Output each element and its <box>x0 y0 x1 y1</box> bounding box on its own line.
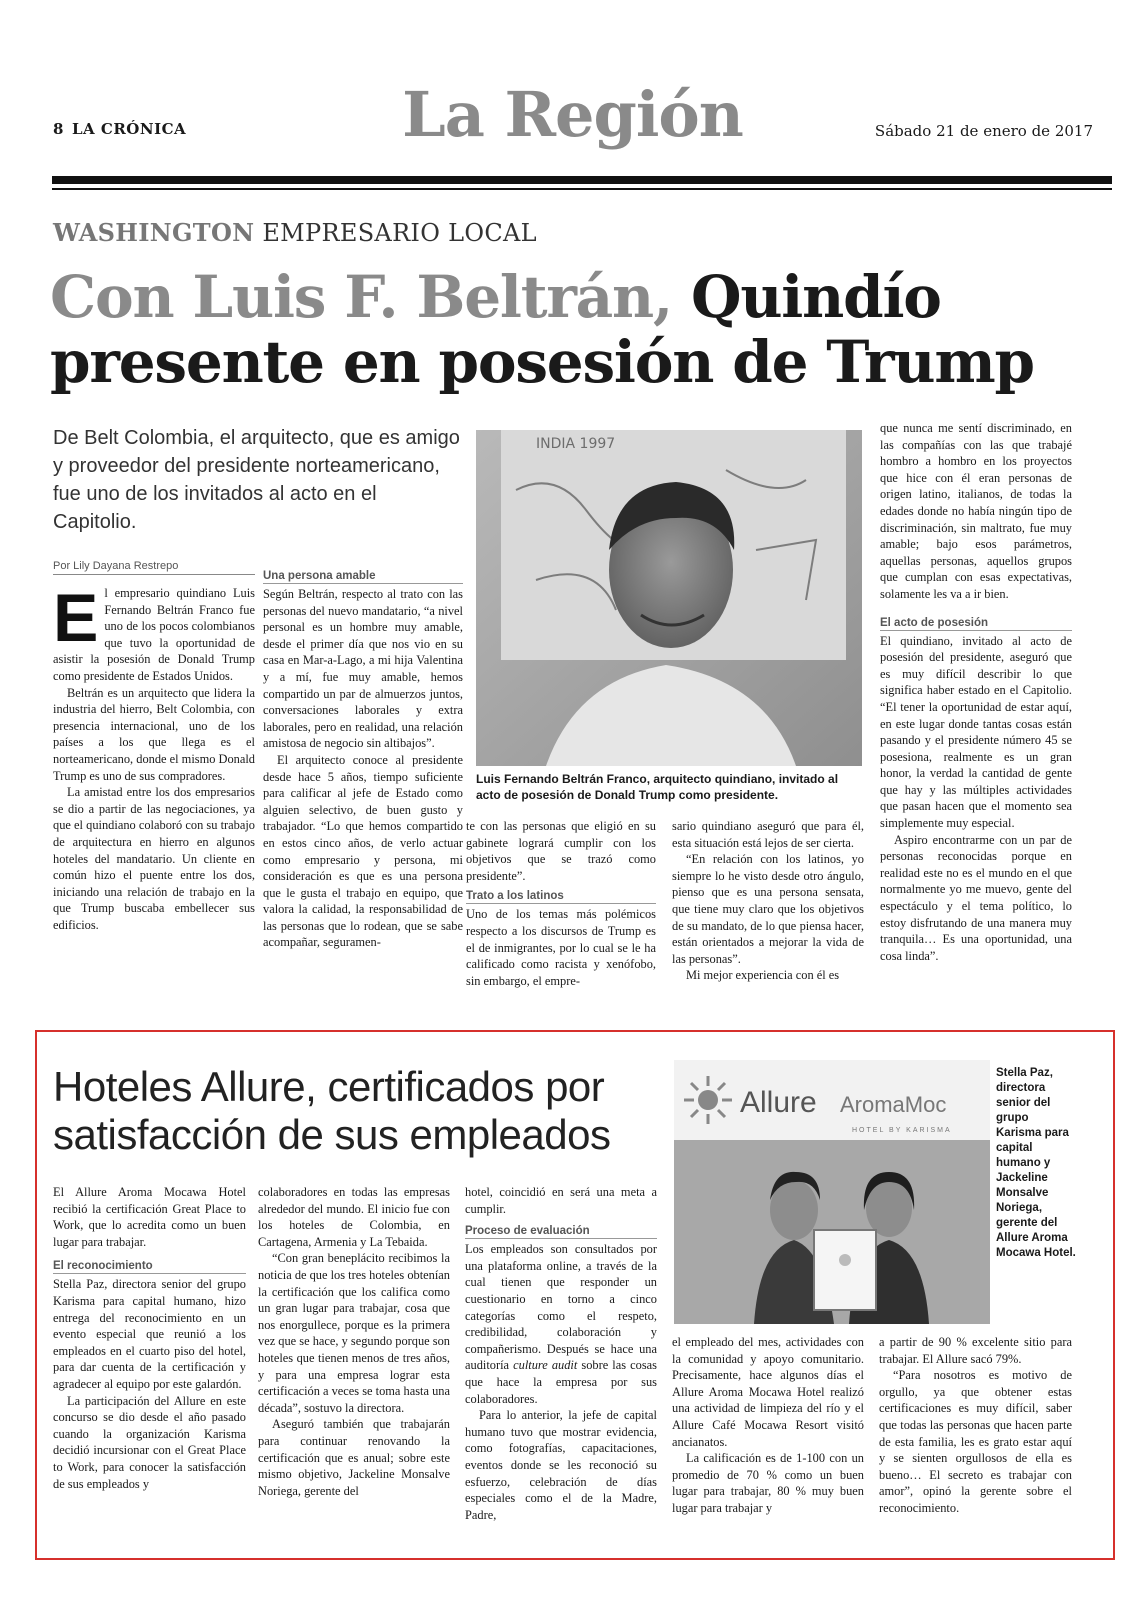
publication-name: LA CRÓNICA <box>72 120 187 138</box>
main-headline <box>50 265 1120 395</box>
article1-column-3 <box>466 818 656 989</box>
article2-column-4 <box>672 1334 864 1517</box>
paragraph: Uno de los temas más polémicos respecto a los discursos de Trump es el de inmigrantes, por lo cual se le ha calificado como racista y xenófobo, sin embargo, el empre- <box>466 907 656 988</box>
subheading: Una persona amable <box>263 570 463 584</box>
paragraph <box>465 1241 657 1407</box>
paragraph: Según Beltrán, respecto al trato con las personas del nuevo mandatario, “a nivel personal es un hombre muy amable, desde el primer día que nos vio en su casa en Mar-a-Lago, a mi hija Valentina y a mí, fue muy amable, hemos compartido un par de almuerzos juntos, conversaciones laborales y extra laborales, pero en realidad, una relación amistosa de negocio sin altibajos”. <box>263 587 463 751</box>
emphasis: culture audit <box>513 1358 578 1373</box>
paragraph: te con las personas que eligió en su gabinete logrará cumplir con los objetivos que se trazó como presidente”. <box>466 819 656 883</box>
page-number: 8 <box>53 120 64 138</box>
article1-column-1 <box>53 580 255 933</box>
paragraph: El quindiano, invitado al acto de posesión del presidente, aseguró que es muy difícil describir lo que significa haber estado en el Capitolio. “El tener la oportunidad de estar aquí, en este lugar donde tantas cosas están pasando y el presidente número 45 se posesiona, realmente es un gran honor, la verdad la cantidad de gente que hay y las múltiples actividades que pasan hacen que el momento sea simplemente muy especial. <box>880 633 1072 831</box>
paragraph: El Allure Aroma Mocawa Hotel recibió la certificación Great Place to Work, que lo acredita como un buen lugar para trabajar. <box>53 1185 246 1249</box>
paragraph: a partir de 90 % excelente sitio para trabajar. El Allure sacó 79%. <box>879 1335 1072 1366</box>
paragraph: La participación del Allure en este concurso se dio desde el año pasado cuando la organización Karisma decidió incursionar con el Great Place to Work, para conocer la satisfacción de sus empleados y <box>53 1393 246 1491</box>
article2-column-1 <box>53 1184 246 1492</box>
subheading: Trato a los latinos <box>466 890 656 904</box>
paragraph: La amistad entre los dos empresarios se dio a partir de las negociaciones, ya que el quindiano colaboró con su trabajo de arquitectura en hierro en algunos hoteles del mandatario. Un cliente en común hizo el puente entre los dos, iniciando una relación de trabajo en la que Trump buscaba embellecer sus edificios. <box>53 785 255 932</box>
paragraph: Mi mejor experiencia con él es <box>686 968 840 983</box>
issue-date: Sábado 21 de enero de 2017 <box>874 122 1093 140</box>
kicker-place: WASHINGTON <box>53 218 255 247</box>
kicker-topic: EMPRESARIO LOCAL <box>262 219 537 247</box>
sunburst-logo-icon <box>684 1076 732 1124</box>
paragraph: colaboradores en todas las empresas alrededor del mundo. El inicio fue con los hoteles de Colombia, en Cartagena, Armenia y La Tebaida. <box>258 1185 450 1249</box>
article1-column-5 <box>880 420 1072 964</box>
paragraph: “Con gran beneplácito recibimos la noticia de que los tres hoteles obtenían la certificación que los califica como un gran lugar para trabajar, cosa que nos enorgullece, porque es la primera vez que se hace, y segundo porque son hoteles que tienen menos de tres años, y para una empresa lograr esta certificación a veces se toma hasta una década”, sostuvo la directora. <box>258 1251 451 1415</box>
paragraph: “En relación con los latinos, yo siempre lo he visto desde otro ángulo, pienso que es una persona sensata, que tiene muy claro que los objetivos de su mandato, de lo que piensa hacer, están orientados a mejorar la vida de las personas”. <box>672 852 864 966</box>
headline-black-1: Quindío <box>691 263 941 331</box>
paragraph: Aseguró también que trabajarán para continuar renovando la certificación que es anual; sobre este mismo objetivo, Jackeline Monsalve Noriega, gerente del <box>258 1417 450 1498</box>
headline-black-2: presente en posesión de Trump <box>50 328 1034 396</box>
article2-column-5 <box>879 1334 1072 1517</box>
paragraph: Para lo anterior, la jefe de capital humano tuvo que mostrar evidencia, como fotografías, capacitaciones, eventos donde se les reconoció su esfuerzo, celebración de días especiales como el de la Madre, Padre, <box>465 1408 657 1522</box>
paragraph: Stella Paz, directora senior del grupo Karisma para capital humano, hizo entrega del reconocimiento en un evento especial que reunió a los empleados en el cuarto piso del hotel, para dar cuenta de la certificación y agradecer al equipo por este galardón. <box>53 1277 246 1391</box>
photo-caption: Stella Paz, directora senior del grupo Karisma para capital humano y Jackeline Monsalve Noriega, gerente del Allure Aroma Mocawa Hotel. <box>996 1067 1076 1259</box>
text-run: sobre las cosas que hace la empresa por sus colaboradores. <box>465 1358 657 1406</box>
subheading: Proceso de evaluación <box>465 1225 657 1239</box>
portrait-photo <box>476 430 862 766</box>
paragraph: hotel, coincidió en será una meta a cumplir. <box>465 1185 657 1216</box>
kicker <box>53 218 537 247</box>
paragraph: sario quindiano aseguró que para él, esta situación está lejos de ser cierta. <box>672 819 864 850</box>
paragraph: La calificación es de 1-100 con un promedio de 70 % como un buen lugar para trabajar, 80 % muy buen lugar para trabajar y <box>672 1451 864 1515</box>
sign-sub: HOTEL BY KARISMA <box>852 1127 952 1134</box>
subheading: El reconocimiento <box>53 1260 246 1274</box>
header-rule-thin <box>52 188 1112 190</box>
section-title: La Región <box>402 78 743 151</box>
deck: De Belt Colombia, el arquitecto, que es amigo y proveedor del presidente norteamericano, fue uno de los invitados al acto en el Capitolio. <box>53 427 460 533</box>
paragraph: “Para nosotros es motivo de orgullo, ya que obtener estas certificaciones es muy difícil, saber que todas las personas que hacen parte de esta familia, les es grato estar aquí y se sienten orgullosos de ella es bueno… El secreto es trabajar con amor”, opinó la gerente sobre el reconocimiento. <box>879 1368 1072 1515</box>
whiteboard-text: INDIA 1997 <box>536 436 616 452</box>
drop-cap: E <box>53 580 99 656</box>
headline-gray: Con Luis F. Beltrán, <box>50 263 673 331</box>
article2-headline: Hoteles Allure, certificados por satisfacción de sus empleados <box>53 1063 611 1158</box>
header-rule <box>52 176 1112 184</box>
paragraph: El arquitecto conoce al presidente desde hace 5 años, tiempo suficiente para calificar al jefe de Estado como alguien selectivo, de buen gusto y trabajador. “Lo que hemos compartido en estos cinco años, de verlo actuar como empresario y persona, mi consideración es que es una persona que le gusta el trabajo en equipo, que valora la calidad, la responsabilidad de las personas que lo rodean, que se sabe acompañar, seguramen- <box>263 752 463 950</box>
article2-column-2 <box>258 1184 450 1499</box>
sign-name: AromaMoc <box>840 1092 947 1117</box>
article1-column-4 <box>672 818 864 984</box>
sign-brand: Allure <box>740 1086 817 1119</box>
paragraph: Aspiro encontrarme con un par de personas reconocidas porque en realidad este no es el mundo en el que normalmente yo me muevo, gente del espectáculo y el tema político, lo estoy disfrutando de una manera muy tranquila… Es una oportunidad, una cosa linda”. <box>880 832 1072 963</box>
subheading: El acto de posesión <box>880 617 1072 631</box>
article1-column-2 <box>263 570 463 951</box>
hotel-award-photo <box>674 1060 990 1324</box>
byline: Por Lily Dayana Restrepo <box>53 560 179 572</box>
photo-caption: Luis Fernando Beltrán Franco, arquitecto quindiano, invitado al acto de posesión de Donald Trump como presidente. <box>476 772 839 802</box>
paragraph: Beltrán es un arquitecto que lidera la industria del hierro, Belt Colombia, con presencia internacional, uno de los países a los que llega es el norteamericano, donde el mismo Donald Trump es uno de sus compradores. <box>53 685 255 783</box>
byline-rule <box>53 574 255 575</box>
paragraph: el empleado del mes, actividades con la comunidad y apoyo comunitario. Precisamente, hace algunos días el Allure Aroma Mocawa Hotel realizó una actividad de limpieza del río y el Allure Café Mocawa Resort visitó ancianatos. <box>672 1335 864 1449</box>
paragraph: l empresario quindiano Luis Fernando Beltrán Franco fue uno de los pocos colombianos que tuvo la oportunidad de asistir la posesión de Donald Trump como presidente de Estados Unidos. <box>53 586 255 683</box>
article2-column-3 <box>465 1184 657 1523</box>
text-run: Los empleados son consultados por una plataforma online, a través de la cual tienen que responder un cuestionario en torno a cinco categorías como el respeto, credibilidad, colaboración y compañerismo. Después se hace una auditoría <box>465 1242 657 1373</box>
paragraph: que nunca me sentí discriminado, en las compañías con las que trabajé hombro a hombro en los proyectos que hice con él eran personas de origen latino, italianos, de todas la edades donde no había ningún tipo de discriminación, sin maltrato, fue muy amable; bajo esos parámetros, aquellas personas, aquellos grupos que cumplan con esas expectativas, solamente les va a ir bien. <box>880 421 1072 601</box>
